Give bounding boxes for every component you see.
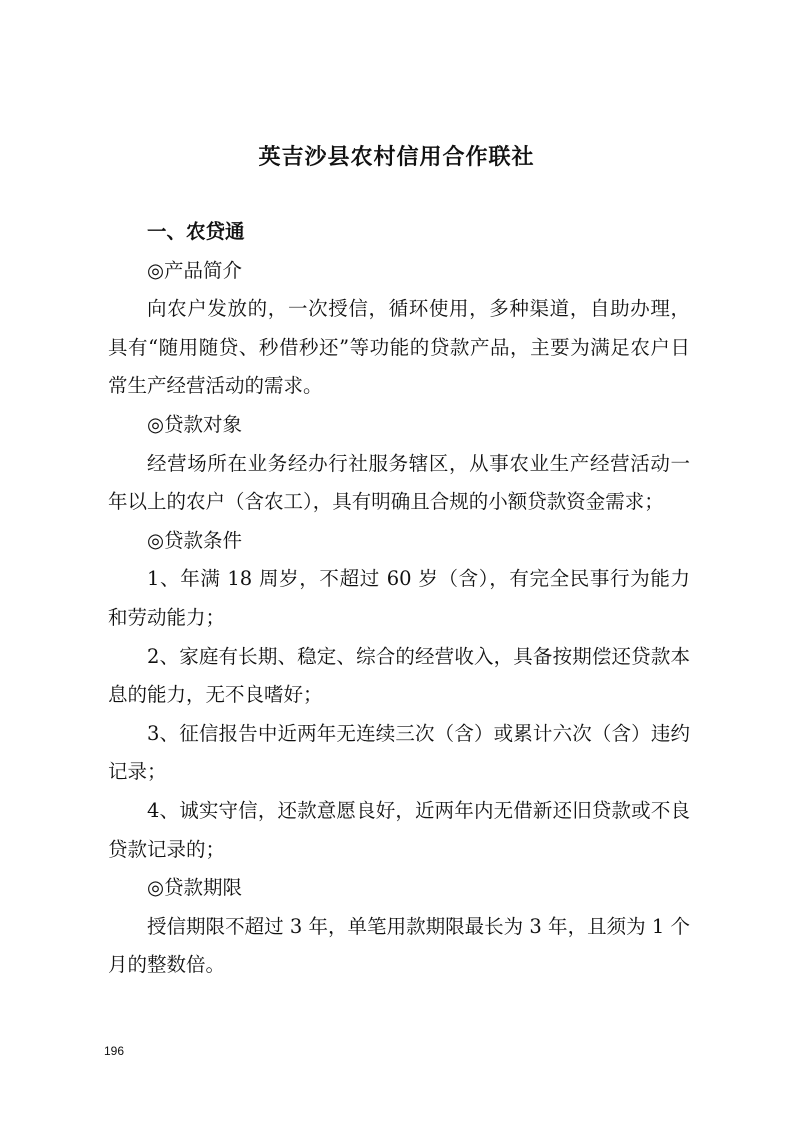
section-title: 一、农贷通 — [147, 220, 245, 243]
paragraph-product-intro: 向农户发放的，一次授信，循环使用，多种渠道，自助办理，具有“随用随贷、秒借秒还”等功能的贷款产品，主要为满足农户日常生产经营活动的需求。 — [108, 297, 690, 398]
paragraph-loan-target: 经营场所在业务经办行社服务辖区，从事农业生产经营活动一年以上的农户（含农工），具有明确且合规的小额贷款资金需求； — [108, 451, 690, 514]
heading-loan-conditions: ◎贷款条件 — [147, 528, 243, 552]
heading-loan-term: ◎贷款期限 — [147, 876, 243, 900]
condition-item-4: 4、诚实守信，还款意愿良好，近两年内无借新还旧贷款或不良贷款记录的； — [108, 798, 690, 861]
paragraph-loan-term: 授信期限不超过 3 年，单笔用款期限最长为 3 年，且须为 1 个月的整数倍。 — [108, 914, 690, 977]
condition-item-1: 1、年满 18 周岁，不超过 60 岁（含），有完全民事行为能力和劳动能力； — [108, 567, 690, 629]
condition-item-2: 2、家庭有长期、稳定、综合的经营收入，具备按期偿还贷款本息的能力，无不良嗜好； — [108, 644, 690, 707]
document-title: 英吉沙县农村信用合作联社 — [258, 144, 535, 170]
page-number: 196 — [104, 1044, 125, 1058]
condition-item-3: 3、征信报告中近两年无连续三次（含）或累计六次（含）违约记录； — [108, 721, 690, 784]
heading-product-intro: ◎产品简介 — [147, 258, 243, 282]
document-body — [108, 213, 690, 985]
heading-loan-target: ◎贷款对象 — [147, 412, 243, 436]
